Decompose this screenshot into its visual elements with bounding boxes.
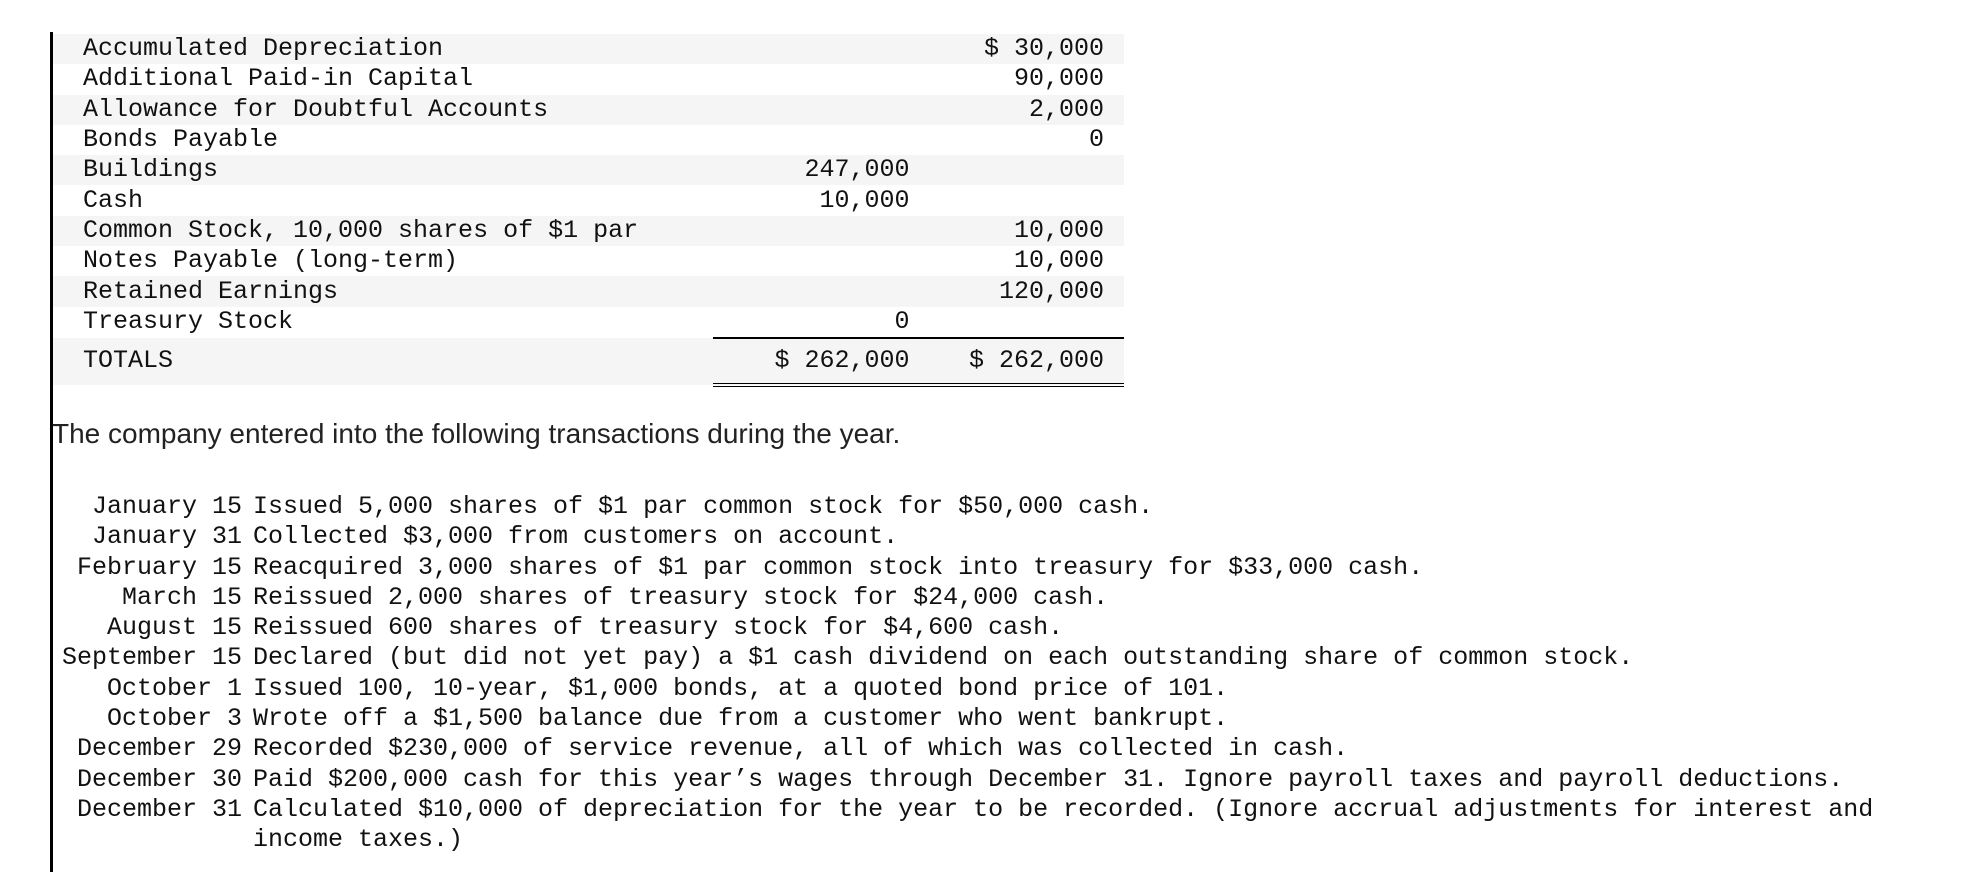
table-row	[53, 95, 1124, 125]
credit-amount: 10,000	[1013, 246, 1104, 276]
debit-amount	[713, 276, 909, 306]
total-credit: $ 262,000	[929, 338, 1124, 385]
transaction-item	[52, 643, 1933, 673]
transaction-description: Reissued 2,000 shares of treasury stock for $24,000 cash.	[253, 582, 1109, 612]
debit-amount	[713, 64, 909, 94]
totals-label: TOTALS	[53, 338, 713, 385]
spacer	[909, 307, 929, 338]
transaction-item	[52, 492, 1933, 522]
debit-amount: 247,000	[713, 155, 909, 185]
transaction-description: Reissued 600 shares of treasury stock for $4,600 cash.	[253, 613, 1064, 643]
transaction-date: February 15	[76, 552, 242, 582]
transaction-description: Collected $3,000 from customers on account.	[253, 522, 899, 552]
totals-row	[53, 338, 1124, 385]
spacer	[909, 34, 929, 64]
transaction-description: Issued 100, 10-year, $1,000 bonds, at a quoted bond price of 101.	[253, 673, 1229, 703]
debit-amount	[713, 246, 909, 276]
transaction-description: Wrote off a $1,500 balance due from a customer who went bankrupt.	[253, 704, 1229, 734]
transaction-item	[52, 553, 1933, 583]
table-row	[53, 125, 1124, 155]
credit-amount: 2,000	[929, 95, 1124, 125]
spacer	[909, 216, 929, 246]
transaction-date: October 3	[106, 704, 242, 734]
credit-amount: 0	[1088, 125, 1104, 155]
credit-amount	[929, 307, 1124, 338]
transaction-item	[52, 674, 1933, 704]
transaction-date: September 15	[61, 643, 242, 673]
transaction-date: December 30	[76, 764, 242, 794]
account-name: Bonds Payable	[83, 125, 279, 155]
spacer	[909, 95, 929, 125]
transaction-date: December 29	[76, 734, 242, 764]
account-name: Common Stock, 10,000 shares of $1 par	[53, 216, 713, 246]
transaction-description: Recorded $230,000 of service revenue, all of which was collected in cash.	[253, 734, 1349, 764]
total-debit: $ 262,000	[713, 338, 909, 385]
debit-amount: 0	[894, 306, 910, 336]
spacer	[909, 125, 929, 155]
transaction-date: December 31	[76, 794, 242, 824]
transaction-description: Reacquired 3,000 shares of $1 par common stock into treasury for $33,000 cash.	[253, 552, 1424, 582]
transaction-item	[52, 522, 1933, 552]
spacer	[909, 185, 929, 215]
transaction-item	[52, 704, 1933, 734]
spacer	[909, 276, 929, 306]
debit-amount	[713, 216, 909, 246]
table-row	[53, 34, 1124, 64]
transaction-date: August 15	[106, 613, 242, 643]
account-name: Cash	[83, 185, 144, 215]
spacer	[909, 64, 929, 94]
transaction-item	[52, 795, 1933, 856]
account-name: Treasury Stock	[83, 307, 294, 337]
transaction-description: Paid $200,000 cash for this year’s wages through December 31. Ignore payroll taxes and payroll deductions.	[253, 764, 1844, 794]
account-name: Buildings	[53, 155, 713, 185]
transaction-description: Declared (but did not yet pay) a $1 cash dividend on each outstanding share of common stock.	[253, 643, 1634, 673]
account-name: Retained Earnings	[53, 276, 713, 306]
transaction-date: January 15	[91, 492, 242, 521]
debit-amount	[713, 125, 909, 155]
account-name: Allowance for Doubtful Accounts	[53, 95, 713, 125]
table-row	[53, 64, 1124, 94]
table-row	[53, 155, 1124, 185]
debit-amount	[713, 34, 909, 64]
transaction-item	[52, 765, 1933, 795]
spacer	[909, 155, 929, 185]
account-name: Accumulated Depreciation	[53, 34, 713, 64]
table-row	[53, 276, 1124, 306]
credit-amount	[929, 155, 1124, 185]
credit-amount: $ 30,000	[929, 34, 1124, 64]
table-row	[53, 307, 1124, 338]
transaction-description: Issued 5,000 shares of $1 par common stock for $50,000 cash.	[253, 492, 1154, 521]
credit-amount	[929, 185, 1124, 215]
transaction-date: March 15	[121, 582, 242, 612]
credit-amount: 90,000	[1013, 64, 1104, 94]
trial-balance-table	[53, 34, 1124, 387]
table-row	[53, 185, 1124, 215]
transaction-item	[52, 734, 1933, 764]
debit-amount: 10,000	[819, 185, 910, 215]
account-name: Notes Payable (long-term)	[83, 246, 459, 276]
transactions-list	[52, 492, 1933, 856]
account-name: Additional Paid-in Capital	[83, 64, 474, 94]
transaction-description: Calculated $10,000 of depreciation for the year to be recorded. (Ignore accrual adjustments for interest and income taxes.)	[253, 794, 1874, 855]
transaction-item	[52, 613, 1933, 643]
table-row	[53, 246, 1124, 276]
debit-amount	[713, 95, 909, 125]
credit-amount: 10,000	[929, 216, 1124, 246]
spacer	[909, 338, 929, 385]
spacer	[909, 246, 929, 276]
transaction-item	[52, 583, 1933, 613]
table-row	[53, 216, 1124, 246]
transaction-date: January 31	[91, 522, 242, 552]
credit-amount: 120,000	[929, 276, 1124, 306]
intro-text: The company entered into the following transactions during the year.	[52, 418, 901, 449]
transaction-date: October 1	[106, 673, 242, 703]
